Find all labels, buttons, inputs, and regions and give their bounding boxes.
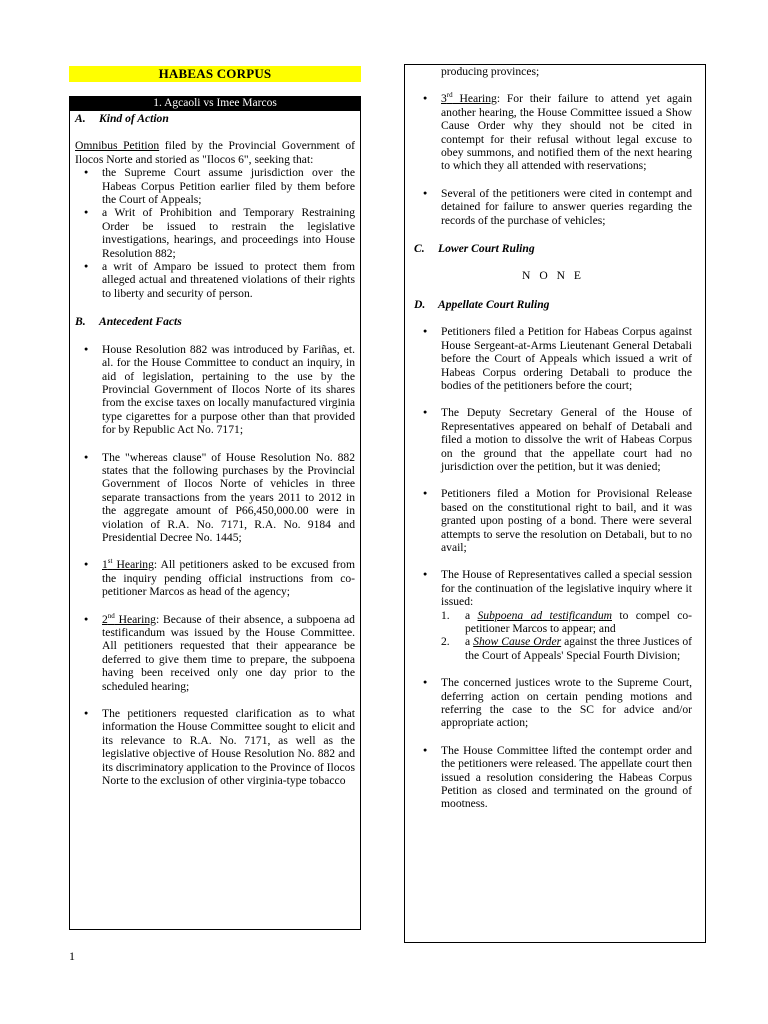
list-item: ● Several of the petitioners were cited in contempt and detained for failure to answer queries regarding the records of the purchase of vehicles; <box>414 187 692 227</box>
antecedent-facts-list-continued <box>414 92 692 227</box>
list-item: ● The concerned justices wrote to the Supreme Court, deferring action on certain pending motions and referring the case to the SC for advice and/or appropriate action; <box>414 676 692 730</box>
list-item: ● 3rd Hearing: For their failure to attend yet again another hearing, the House Committee issued a Show Cause Order why they should not be cited in contempt for their refusal without legal excuse to obey summons, and notified them of the next hearing to which they all attended with reservations; <box>414 92 692 172</box>
section-c-heading: C. Lower Court Ruling <box>414 242 535 256</box>
antecedent-facts-list <box>75 343 355 788</box>
case-digest-box <box>69 111 361 930</box>
section-a-heading: A. Kind of Action <box>75 112 169 125</box>
list-item: ● 1st Hearing: All petitioners asked to be excused from the inquiry pending official instructions from co-petitioner Marcos as head of the agency; <box>75 558 355 598</box>
list-item: ● The Deputy Secretary General of the House of Representatives appeared on behalf of Detabali and filed a motion to dissolve the writ of Habeas Corpus on the ground that the appellate court had no jurisdiction over the petition, but it was denied; <box>414 406 692 473</box>
list-item: ● The House of Representatives called a special session for the continuation of the legislative inquiry where it issued: 1. a Subpoena ad testificandum to compel co-petitioner Marcos to appear; and 2. a Show Cause Order against the three Justices of the Court of Appeals' Special Fourth Division; <box>414 568 692 662</box>
list-item: ● a writ of Amparo be issued to protect them from alleged actual and threatened violations of their rights to liberty and security of person. <box>75 260 355 300</box>
list-item: ● a Writ of Prohibition and Temporary Restraining Order be issued to restrain the legislative investigations, hearings, and proceedings into House Resolution 882; <box>75 206 355 260</box>
document-title: HABEAS CORPUS <box>69 66 361 82</box>
list-item: ● the Supreme Court assume jurisdiction over the Habeas Corpus Petition earlier filed by them before the Court of Appeals; <box>75 166 355 206</box>
section-d-heading: D. Appellate Court Ruling <box>414 297 550 311</box>
kind-of-action-intro: Omnibus Petition filed by the Provincial Government of Ilocos Norte and storied as "Ilocos 6", seeking that: <box>75 139 355 166</box>
list-item: ● House Resolution 882 was introduced by Fariñas, et. al. for the House Committee to conduct an inquiry, in aid of legislation, pertaining to the use by the Provincial Government of Ilocos Norte of its shares from the excise taxes on locally manufactured virginia type cigarettes for a purpose other than that provided for by Republic Act No. 7171; <box>75 343 355 437</box>
section-b-heading: B. Antecedent Facts <box>75 315 182 329</box>
continued-text: producing provinces; <box>441 65 540 78</box>
list-item: ● The House Committee lifted the contempt order and the petitioners were released. The appellate court then issued a resolution considering the Habeas Corpus Petition as closed and terminated on the ground of mootness. <box>414 744 692 811</box>
list-item: ● The petitioners requested clarification as to what information the House Committee sought to elicit and its relevance to R.A. No. 7171, as well as the legislative objective of House Resolution No. 882 and its discriminatory application to the Province of Ilocos Norte to the exclusion of other virginia-type tobacco <box>75 707 355 787</box>
list-item: ● The "whereas clause" of House Resolution No. 882 states that the following purchases by the Provincial Government of Ilocos Norte of vehicles in three separate transactions from the years 2011 to 2012 in the aggregate amount of P66,450,000.00 were in violation of R.A. No. 7171, R.A. No. 9184 and Presidential Decree No. 1445; <box>75 451 355 545</box>
kind-of-action-list <box>75 166 355 300</box>
case-title: 1. Agcaoli vs Imee Marcos <box>69 96 361 111</box>
right-column <box>404 64 706 943</box>
list-item: ● Petitioners filed a Motion for Provisional Release based on the constitutional right to bail, and it was granted upon posting of a bond. There were several attempts to serve the resolution on Detabali, but to no avail; <box>414 487 692 554</box>
list-item: ● 2nd Hearing: Because of their absence, a subpoena ad testificandum was issued by the House Committee. All petitioners requested that their appearance be deferred to give them time to prepare, the subpoena having been received only one day prior to the scheduled hearing; <box>75 613 355 693</box>
page-number: 1 <box>69 949 75 963</box>
lower-court-ruling-text: N O N E <box>522 269 584 283</box>
numbered-item: 2. a Show Cause Order against the three Justices of the Court of Appeals' Special Fourth Division; <box>441 635 692 662</box>
appellate-ruling-list <box>414 325 692 811</box>
list-item: ● Petitioners filed a Petition for Habeas Corpus against House Sergeant-at-Arms Lieutenant General Detabali before the Court of Appeals which issued a writ of Habeas Corpus ordering Detabali to produce the bodies of the petitioners before the court; <box>414 325 692 392</box>
left-column <box>69 66 361 930</box>
issued-orders-list <box>441 609 692 663</box>
numbered-item: 1. a Subpoena ad testificandum to compel co-petitioner Marcos to appear; and <box>441 608 692 635</box>
